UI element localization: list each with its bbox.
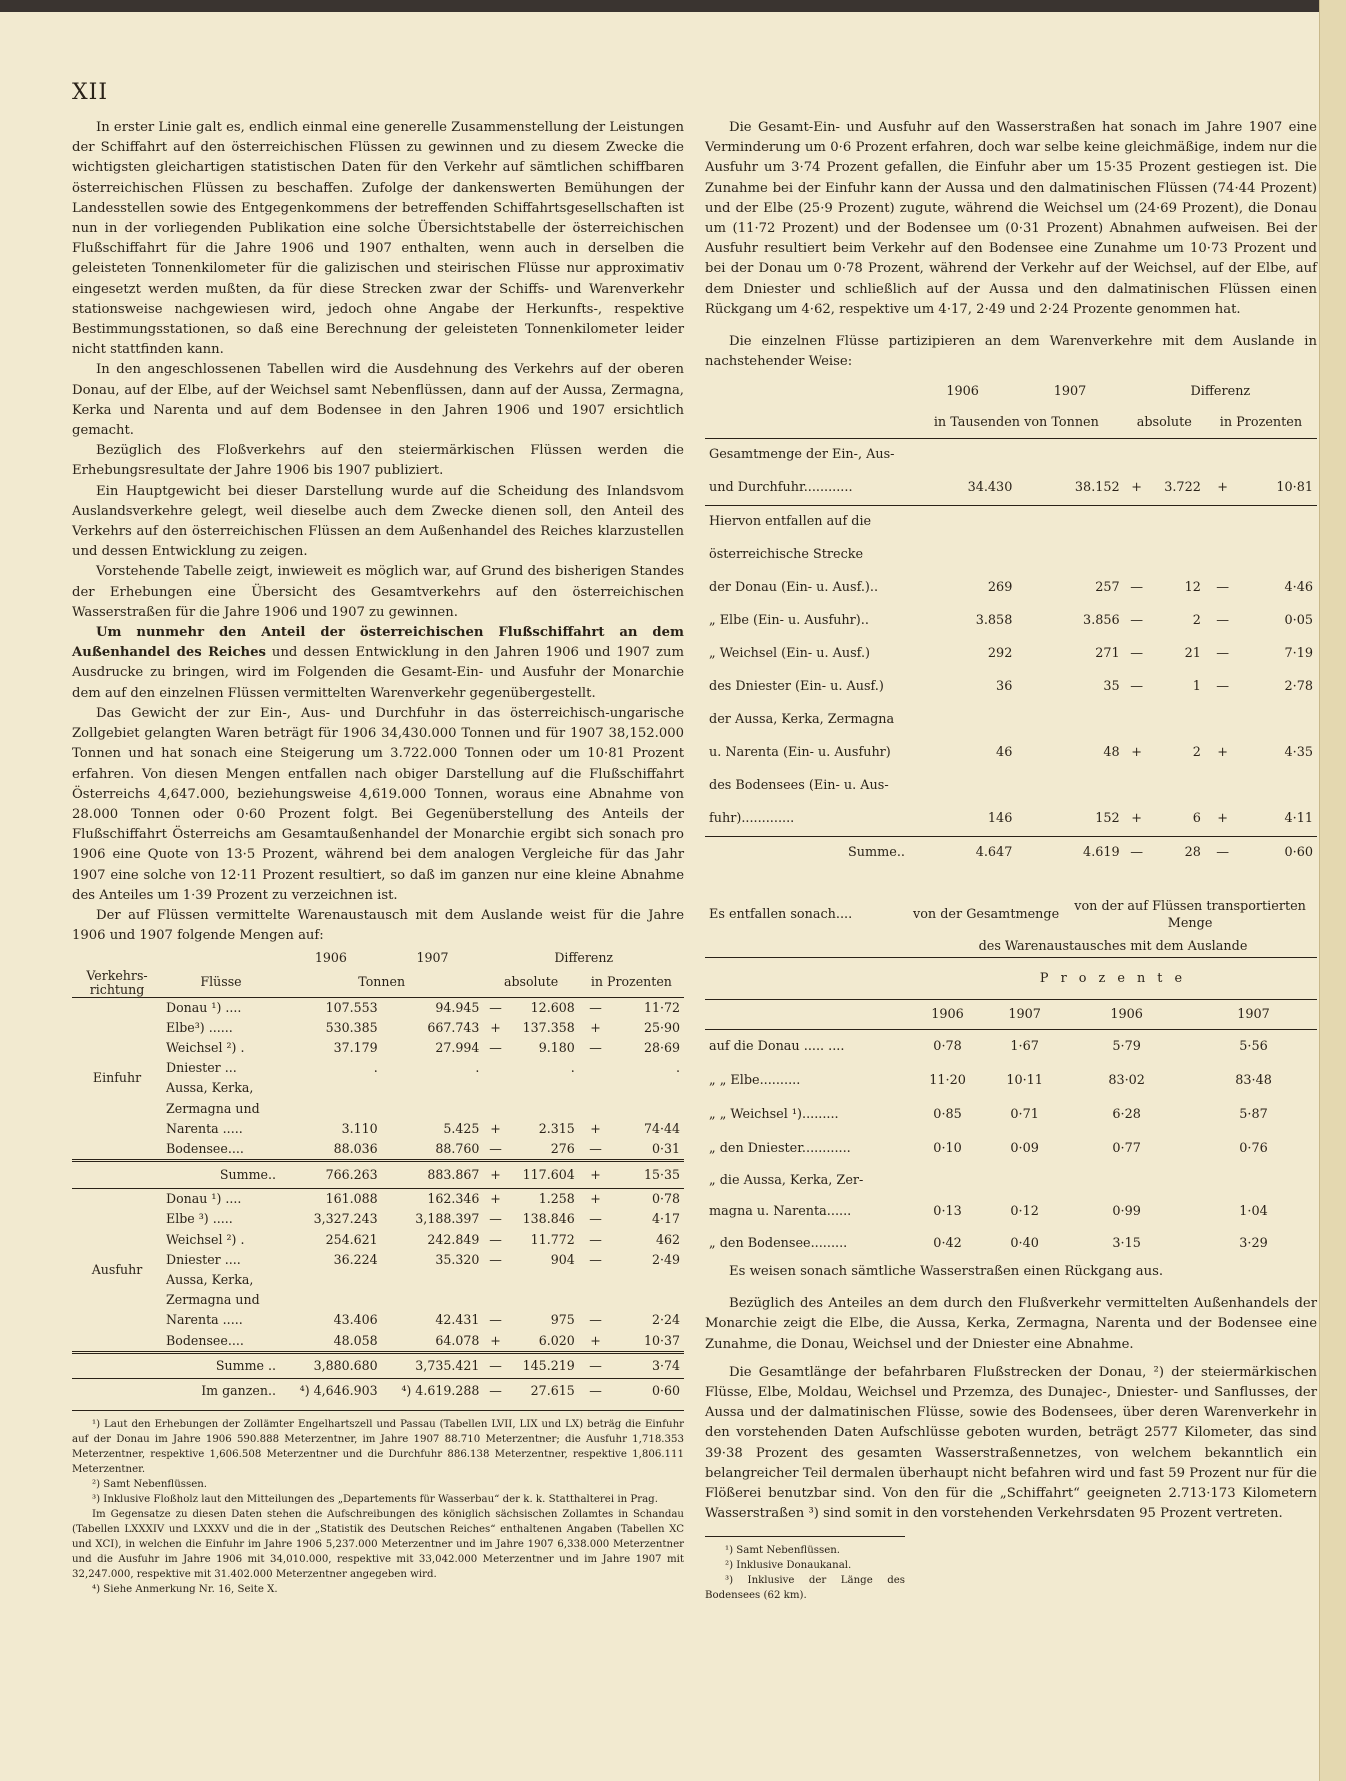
cell: 64.078	[435, 1332, 480, 1348]
col-transportiert: von der auf Flüssen transportierten Menge	[1074, 898, 1306, 931]
row-label: Aussa, Kerka,	[166, 1080, 254, 1096]
cell: 7·19	[1284, 646, 1313, 662]
cell: 2·49	[651, 1251, 680, 1267]
cell: +	[490, 1120, 501, 1136]
cell	[579, 1058, 613, 1078]
cell: .	[675, 1060, 680, 1076]
col-warenaustausch: des Warenaustausches mit dem Auslande	[978, 938, 1248, 954]
page-edge	[1319, 0, 1346, 1781]
col-absolute: absolute	[503, 974, 559, 990]
cell: 3.722	[1164, 480, 1201, 496]
cell: —	[589, 1231, 602, 1247]
cell: 0·05	[1284, 613, 1313, 629]
cell: +	[590, 1167, 601, 1183]
row-label: Dniester ...	[166, 1060, 237, 1076]
row-label: des Bodensees (Ein- u. Aus-	[709, 778, 889, 794]
cell	[483, 1058, 507, 1078]
top-dark-border	[0, 0, 1346, 12]
paragraph: Bezüglich des Floßverkehrs auf den steiermärkischen Flüssen werden die Erhebungsresultate der Jahre 1906 bis 1907 publiziert.	[72, 443, 684, 479]
col-direction: Verkehrs-richtung	[86, 967, 148, 997]
cell: 161.088	[325, 1191, 378, 1207]
cell: 5·87	[1239, 1106, 1268, 1122]
cell: 48.058	[333, 1332, 378, 1348]
cell: 3.858	[975, 613, 1013, 629]
paragraph: In erster Linie galt es, endlich einmal eine generelle Zusammenstellung der Leistungen der Schiffahrt auf den österreichischen Flüssen zu gewinnen und zu diesem Zwecke die wichtigsten gleichartigen statistischen Daten für den Verkehr auf sämtlichen schiffbaren österreichischen Flüssen zu beschaffen. Zufolge der dankenswerten Bemühungen der Landesstellen sowie des Entgegenkommens der betreffenden Schiffahrtsgesellschaften ist nun in der vorliegenden Publikation eine solche Übersichtstabelle der österreichischen Flußschiffahrt für die Jahre 1906 und 1907 enthalten, wenn auch in derselben die geleisteten Tonnenkilometer für die galizischen und steirischen Flüsse nur approximativ eingesetzt werden mußten, da für diese Strecken zwar der Schiffs- und Warenverkehr stationsweise nachgewiesen wird, jedoch ohne Angabe der Herkunfts-, respektive Bestimmungsstationen, so daß eine Berechnung der geleisteten Tonnenkilometer leider nicht stattfinden kann.	[72, 120, 684, 358]
row-label: Dniester ....	[166, 1251, 241, 1267]
cell: 6.020	[538, 1332, 575, 1348]
row-label: Narenta .....	[166, 1120, 243, 1136]
cell: 146	[987, 811, 1013, 827]
cell: +	[490, 1167, 501, 1183]
cell: .	[373, 1060, 378, 1076]
col-rivers: Flüsse	[200, 974, 242, 990]
paragraph: Der auf Flüssen vermittelte Warenaustausch mit dem Auslande weist für die Jahre 1906 und 1907 folgende Mengen auf:	[72, 907, 684, 944]
cell: 254.621	[325, 1231, 378, 1247]
paragraph-rest: und dessen Entwicklung in den Jahren 1906 und 1907 zum Ausdrucke zu bringen, wird im Folgenden die Gesamt-Ein- und Ausfuhr der Monarchie dem auf den einzelnen Flüssen vermittelten Warenverkehr gegenübergestellt.	[72, 645, 684, 701]
cell: —	[1216, 580, 1230, 596]
cell: 12.608	[530, 999, 575, 1015]
cell: 152	[1095, 811, 1120, 827]
col-year-1907: 1907	[416, 950, 449, 966]
cell: +	[1217, 745, 1229, 761]
cell: 11·20	[929, 1072, 966, 1088]
col-gesamtmenge: von der Gesamtmenge	[913, 906, 1060, 922]
col-absolute: absolute	[1136, 415, 1192, 431]
cell: 10·81	[1276, 480, 1313, 496]
cell: 0·10	[933, 1140, 962, 1156]
cell: +	[590, 1019, 601, 1035]
cell: 2.315	[538, 1120, 575, 1136]
cell: 88.760	[435, 1140, 480, 1156]
year-col: 1907	[1237, 1006, 1270, 1022]
year-col: 1906	[1110, 1006, 1143, 1022]
row-label: „ „ Weichsel ¹).........	[709, 1106, 839, 1122]
cell: 27.994	[435, 1039, 480, 1055]
cell: 3·29	[1239, 1235, 1268, 1251]
cell: ⁴) 4,646.903	[299, 1383, 378, 1399]
cell: 74·44	[643, 1120, 680, 1136]
row-label: magna u. Narenta......	[709, 1203, 852, 1219]
cell: —	[1130, 679, 1143, 695]
participation-table	[705, 376, 1317, 870]
footnote: ²) Samt Nebenflüssen.	[92, 1479, 208, 1491]
cell: 269	[987, 580, 1013, 596]
cell: —	[589, 999, 602, 1015]
cell: 46	[996, 745, 1013, 761]
cell: 11·72	[643, 999, 680, 1015]
cell: 4·35	[1284, 745, 1313, 761]
cell: 94.945	[435, 999, 480, 1015]
cell: 667.743	[427, 1019, 480, 1035]
cell: 48	[1103, 745, 1120, 761]
cell: —	[589, 1140, 602, 1156]
cell: —	[489, 1312, 502, 1328]
cell: +	[1217, 480, 1229, 496]
row-label: „ Weichsel (Ein- u. Ausf.)	[709, 646, 871, 662]
page-number: XII	[72, 80, 109, 105]
cell: 3.856	[1083, 613, 1120, 629]
col-tonnen: Tonnen	[358, 974, 406, 990]
cell: 34.430	[967, 480, 1013, 496]
cell: 1.258	[538, 1191, 575, 1207]
cell: 3,735.421	[415, 1357, 480, 1373]
cell: 3·15	[1112, 1235, 1141, 1251]
cell: 138.846	[522, 1211, 575, 1227]
cell: 10·11	[1006, 1072, 1043, 1088]
cell: 36	[996, 679, 1013, 695]
cell: 0·85	[933, 1106, 962, 1122]
col-tonnen: in Tausenden von Tonnen	[933, 415, 1099, 431]
paragraph: Vorstehende Tabelle zeigt, inwieweit es möglich war, auf Grund des bisherigen Standes der Erhebungen eine Übersicht des Gesamtverkehrs auf den österreichischen Wasserstraßen für die Jahre 1906 und 1907 zu gewinnen.	[72, 564, 684, 620]
cell: —	[589, 1039, 602, 1055]
cell: 43.406	[333, 1312, 378, 1328]
share-lead: Es entfallen sonach....	[709, 906, 853, 922]
cell: 0·60	[651, 1383, 680, 1399]
cell: 35	[1103, 679, 1120, 695]
sum-label: Summe ..	[215, 1357, 276, 1373]
cell: 6	[1192, 811, 1201, 827]
trade-table-left	[72, 948, 684, 1404]
year-col: 1907	[1008, 1006, 1041, 1022]
cell: +	[490, 1019, 501, 1035]
cell: —	[1216, 679, 1230, 695]
cell: 6·28	[1112, 1106, 1141, 1122]
row-label: Zermagna und	[166, 1292, 260, 1308]
cell: +	[490, 1332, 501, 1348]
cell: —	[589, 1383, 602, 1399]
row-label: auf die Donau ..... ....	[709, 1039, 845, 1055]
cell: 9.180	[538, 1039, 575, 1055]
right-column	[705, 118, 1317, 1603]
cell: 42.431	[435, 1312, 480, 1328]
cell: 137.358	[522, 1019, 575, 1035]
row-label: und Durchfuhr............	[709, 480, 853, 496]
cell: —	[489, 1211, 502, 1227]
cell: 37.179	[333, 1039, 378, 1055]
cell: +	[1131, 480, 1142, 496]
cell: .	[475, 1060, 480, 1076]
col-1907: 1907	[1053, 384, 1087, 400]
cell: 4·46	[1284, 580, 1313, 596]
col-percent: in Prozenten	[1219, 415, 1303, 431]
cell: 21	[1184, 646, 1201, 662]
footnote: Im Gegensatze zu diesen Daten stehen die Aufschreibungen des königlich sächsischen Zollamtes in Schandau (Tabellen LXXXIV und LXXXV und die in der „Statistik des Deutschen Reiches“ enthaltenen Angaben (Tabellen XC und XCI), in welchen die Einfuhr im Jahre 1906 5,237.000 Meterzentner und im Jahre 1907 6,338.000 Meterzentner und die Ausfuhr im Jahre 1906 mit 34,010.000, respektive mit 33,042.000 Meterzentner und im Jahre 1907 mit 32,247.000, respektive mit 31.402.000 Meterzentner angegeben wird.	[72, 1509, 684, 1581]
cell: 0·40	[1010, 1235, 1039, 1251]
cell: —	[1130, 613, 1143, 629]
cell: 2	[1192, 745, 1201, 761]
cell: —	[489, 1039, 502, 1055]
cell: 3,327.243	[313, 1211, 378, 1227]
cell: +	[590, 1332, 601, 1348]
row-label: Bodensee....	[166, 1140, 244, 1156]
cell: —	[1216, 613, 1230, 629]
cell: 1·04	[1239, 1203, 1268, 1219]
cell: 3·74	[651, 1357, 680, 1373]
sum-label: Summe..	[848, 845, 905, 861]
footnotes-right	[705, 1536, 905, 1603]
cell: 0·76	[1239, 1140, 1268, 1156]
cell: 4.619	[1083, 845, 1120, 861]
ausfuhr-label: Ausfuhr	[91, 1261, 143, 1277]
paragraph: Die Gesamt-Ein- und Ausfuhr auf den Wasserstraßen hat sonach im Jahre 1907 eine Verminderung um 0·6 Prozent erfahren, doch war selbe keine gleichmäßige, indem nur die Ausfuhr um 3·74 Prozent gefallen, die Einfuhr aber um 15·35 Prozent gestiegen ist. Die Zunahme bei der Einfuhr kann der Aussa und den dalmatinischen Flüssen (74·44 Prozent) und der Elbe (25·9 Prozent) zugute, während die Weichsel um (24·69 Prozent), die Donau um (11·72 Prozent) und der Bodensee um (0·31 Prozent) Abnahmen aufweisen. Bei der Ausfuhr resultiert beim Verkehr auf den Bodensee eine Zunahme um 10·73 Prozent und bei der Donau um 0·78 Prozent, während der Verkehr auf der Weichsel, auf der Elbe, auf dem Dniester und schließlich auf der Aussa und den dalmatinischen Flüssen einen Rückgang um 4·62, respektive um 4·17, 2·49 und 2·24 Prozente genommen hat.	[705, 120, 1317, 317]
cell: 257	[1095, 580, 1120, 596]
cell: 2·78	[1284, 679, 1313, 695]
footnote: ³) Inklusive Floßholz laut den Mitteilungen des „Departements für Wasserbau“ der k. k. Statthalterei in Prag.	[92, 1494, 658, 1506]
cell: 4·17	[651, 1211, 680, 1227]
left-column	[72, 118, 684, 1597]
cell: 28	[1184, 845, 1201, 861]
cell: 11.772	[530, 1231, 575, 1247]
cell: 0·13	[933, 1203, 962, 1219]
cell: —	[589, 1211, 602, 1227]
cell: 0·42	[933, 1235, 962, 1251]
row-label: „ die Aussa, Kerka, Zer-	[709, 1172, 864, 1188]
share-table	[705, 894, 1317, 1260]
sum-label: Summe..	[219, 1167, 276, 1183]
footnote: ²) Inklusive Donaukanal.	[725, 1560, 852, 1572]
summary-line: Es weisen sonach sämtliche Wasserstraßen einen Rückgang aus.	[729, 1263, 1164, 1279]
cell: 145.219	[522, 1357, 575, 1373]
cell: —	[1130, 646, 1143, 662]
cell: 2	[1192, 613, 1201, 629]
cell: 5·56	[1239, 1039, 1268, 1055]
col-percent: in Prozenten	[590, 974, 672, 990]
paragraph: Ein Hauptgewicht bei dieser Darstellung wurde auf die Scheidung des Inlandsvom Auslandsverkehre gelegt, weil dieselbe auch dem Zwecke dienen soll, den Anteil des Verkehrs auf den österreichischen Flüssen an dem Außenhandel des Reiches klarzustellen und dessen Entwicklung zu zeigen.	[72, 483, 684, 560]
cell: 3.110	[341, 1120, 378, 1136]
cell: 0·12	[1010, 1203, 1039, 1219]
cell: 3,188.397	[415, 1211, 480, 1227]
cell: +	[1217, 811, 1229, 827]
row-label: „ „ Elbe..........	[709, 1072, 801, 1088]
cell: —	[1130, 845, 1143, 861]
cell: 0·60	[1284, 845, 1313, 861]
col-year-1906: 1906	[314, 950, 347, 966]
footnotes-left	[72, 1410, 684, 1597]
cell: —	[589, 1357, 602, 1373]
cell: 4.647	[975, 845, 1013, 861]
cell: —	[1216, 646, 1230, 662]
cell: 38.152	[1074, 480, 1120, 496]
row-label: Aussa, Kerka,	[166, 1271, 254, 1287]
cell: 0·31	[651, 1140, 680, 1156]
cell: 10·37	[643, 1332, 680, 1348]
row-label: Bodensee....	[166, 1332, 244, 1348]
cell: 530.385	[325, 1019, 378, 1035]
cell: 904	[550, 1251, 575, 1267]
cell: 242.849	[427, 1231, 480, 1247]
cell: 0·09	[1010, 1140, 1039, 1156]
col-difference: Differenz	[1190, 384, 1251, 400]
cell: 25·90	[643, 1019, 680, 1035]
cell: —	[489, 1251, 502, 1267]
cell: —	[489, 1383, 502, 1399]
cell: 83·02	[1108, 1072, 1145, 1088]
einfuhr-label: Einfuhr	[92, 1070, 142, 1086]
cell: 975	[550, 1312, 575, 1328]
cell: —	[489, 1140, 502, 1156]
cell: 1	[1192, 679, 1201, 695]
cell: 5·79	[1112, 1039, 1141, 1055]
row-label: Gesamtmenge der Ein-, Aus-	[709, 447, 895, 463]
cell: 0·71	[1010, 1106, 1039, 1122]
row-label: Hiervon entfallen auf die	[709, 514, 872, 530]
year-col: 1906	[931, 1006, 964, 1022]
footnote: ¹) Samt Nebenflüssen.	[725, 1545, 841, 1557]
cell: 2·24	[651, 1312, 680, 1328]
paragraph: Die einzelnen Flüsse partizipieren an dem Warenverkehre mit dem Auslande in nachstehender Weise:	[705, 334, 1317, 370]
cell: 4·11	[1284, 811, 1313, 827]
cell: 462	[655, 1231, 680, 1247]
paragraph: In den angeschlossenen Tabellen wird die Ausdehnung des Verkehrs auf der oberen Donau, auf der Elbe, auf der Weichsel samt Nebenflüssen, dann auf der Aussa, Zermagna, Kerka und Narenta und auf dem Bodensee in den Jahren 1906 und 1907 ersichtlich gemacht.	[72, 362, 684, 439]
cell: 1·67	[1010, 1039, 1039, 1055]
cell: +	[1131, 745, 1142, 761]
row-label: der Aussa, Kerka, Zermagna	[709, 712, 895, 728]
bold-lead: Um nunmehr den Anteil der österreichischen Flußschiffahrt an dem Außenhandel des Reiches	[72, 625, 684, 661]
cell: —	[1216, 845, 1230, 861]
row-label: Elbe ³) .....	[166, 1211, 233, 1227]
footnote: ¹) Laut den Erhebungen der Zollämter Engelhartszell und Passau (Tabellen LVII, LIX und LX) beträg die Einfuhr auf der Donau im Jahre 1906 590.888 Meterzentner, im Jahre 1907 88.710 Meterzentner; die Ausfuhr 1,718.353 Meterzentner, respektive 1,606.508 Meterzentner und die Durchfuhr 886.138 Meterzentner, respektive 1,806.111 Meterzentner.	[72, 1419, 684, 1476]
cell: 162.346	[427, 1191, 480, 1207]
cell: —	[489, 999, 502, 1015]
cell: —	[489, 1231, 502, 1247]
cell: 107.553	[325, 999, 378, 1015]
cell: 12	[1184, 580, 1201, 596]
col-difference: Differenz	[554, 950, 614, 966]
cell: 83·48	[1235, 1072, 1272, 1088]
row-label: des Dniester (Ein- u. Ausf.)	[709, 679, 884, 695]
cell: 35.320	[435, 1251, 480, 1267]
col-1906: 1906	[946, 384, 979, 400]
cell: +	[590, 1120, 601, 1136]
cell: —	[589, 1251, 602, 1267]
cell: —	[1130, 580, 1143, 596]
cell: —	[489, 1357, 502, 1373]
row-label: Narenta .....	[166, 1312, 243, 1328]
row-label: „ den Dniester............	[709, 1140, 851, 1156]
cell: .	[570, 1060, 575, 1076]
footnote: ³) Inklusive der Länge des Bodensees (62 km).	[705, 1575, 905, 1602]
cell: 0·77	[1112, 1140, 1141, 1156]
row-label: Weichsel ²) .	[166, 1231, 245, 1247]
row-label: Weichsel ²) .	[166, 1039, 245, 1055]
row-label: Donau ¹) ....	[166, 1191, 242, 1207]
row-label: „ Elbe (Ein- u. Ausfuhr)..	[709, 613, 869, 629]
cell: 15·35	[643, 1167, 680, 1183]
footnote: ⁴) Siehe Anmerkung Nr. 16, Seite X.	[92, 1584, 278, 1596]
col-prozente: P r o z e n t e	[1039, 970, 1187, 986]
row-label: u. Narenta (Ein- u. Ausfuhr)	[709, 745, 891, 761]
cell: 36.224	[333, 1251, 378, 1267]
row-label: Donau ¹) ....	[166, 999, 242, 1015]
cell: 276	[550, 1140, 575, 1156]
cell: 27.615	[530, 1383, 575, 1399]
row-label: Elbe³) ......	[166, 1019, 233, 1035]
cell: 0·99	[1112, 1203, 1141, 1219]
cell: 117.604	[522, 1167, 575, 1183]
paragraph: Die Gesamtlänge der befahrbaren Flußstrecken der Donau, ²) der steiermärkischen Flüsse, Elbe, Moldau, Weichsel und Przemza, des Dunajec-, Dniester- und Sanflusses, der Aussa und der dalmatinischen Flüsse, sowie des Bodensees, über deren Warenverkehr in den vorstehenden Daten Aufschlüsse geboten wurden, beträgt 2577 Kilometer, das sind 39·38 Prozent des gesamten Wasserstraßennetzes, von welchem bekanntlich ein belangreicher Teil dermalen überhaupt nicht befahren wird und fast 59 Prozent nur für die Flößerei benutzbar sind. Von den für die „Schiffahrt“ geeigneten 2.713·173 Kilometern Wasserstraßen ³) sind somit in den vorstehenden Verkehrsdaten 95 Prozent vertreten.	[705, 1364, 1317, 1522]
row-label: österreichische Strecke	[709, 547, 864, 563]
cell: 88.036	[333, 1140, 378, 1156]
cell: 0·78	[933, 1039, 962, 1055]
row-label: fuhr).............	[709, 811, 795, 827]
cell: —	[589, 1312, 602, 1328]
cell: 28·69	[643, 1039, 680, 1055]
cell: +	[1131, 811, 1142, 827]
cell: 766.263	[325, 1167, 378, 1183]
cell: 5.425	[443, 1120, 480, 1136]
cell: +	[490, 1191, 501, 1207]
cell: +	[590, 1191, 601, 1207]
cell: 3,880.680	[313, 1357, 378, 1373]
cell: ⁴) 4.619.288	[401, 1383, 480, 1399]
row-label: Zermagna und	[166, 1100, 260, 1116]
paragraph: Das Gewicht der zur Ein-, Aus- und Durchfuhr in das österreichisch-ungarische Zollgebiet gelangten Waren beträgt für 1906 34,430.000 Tonnen und für 1907 38,152.000 Tonnen und hat sonach eine Steigerung um 3.722.000 Tonnen oder um 10·81 Prozent erfahren. Von diesen Mengen entfallen nach obiger Darstellung auf die Flußschiffahrt Österreichs 4,647.000, beziehungsweise 4,619.000 Tonnen, woraus eine Abnahme von 28.000 Tonnen oder 0·60 Prozent folgt. Bei Gegenüberstellung des Anteils der Flußschiffahrt Österreichs am Gesamtaußenhandel der Monarchie ergibt sich sonach pro 1906 eine Quote von 13·5 Prozent, während bei dem analogen Vergleiche für das Jahr 1907 eine solche von 12·11 Prozent resultiert, so daß im ganzen nur eine kleine Abnahme des Anteiles um 1·39 Prozent zu verzeichnen ist.	[72, 705, 684, 903]
cell: 292	[987, 646, 1013, 662]
paragraph	[72, 623, 684, 704]
total-label: Im ganzen..	[201, 1383, 276, 1399]
cell: 0·78	[651, 1191, 680, 1207]
paragraph: Bezüglich des Anteiles an dem durch den Flußverkehr vermittelten Außenhandels der Monarchie zeigt die Elbe, die Aussa, Kerka, Zermagna, Narenta und der Bodensee eine Zunahme, die Donau, Weichsel und der Dniester eine Abnahme.	[705, 1296, 1317, 1352]
cell: 271	[1095, 646, 1120, 662]
cell: 883.867	[427, 1167, 480, 1183]
row-label: der Donau (Ein- u. Ausf.)..	[709, 580, 879, 596]
row-label: „ den Bodensee.........	[709, 1235, 848, 1251]
